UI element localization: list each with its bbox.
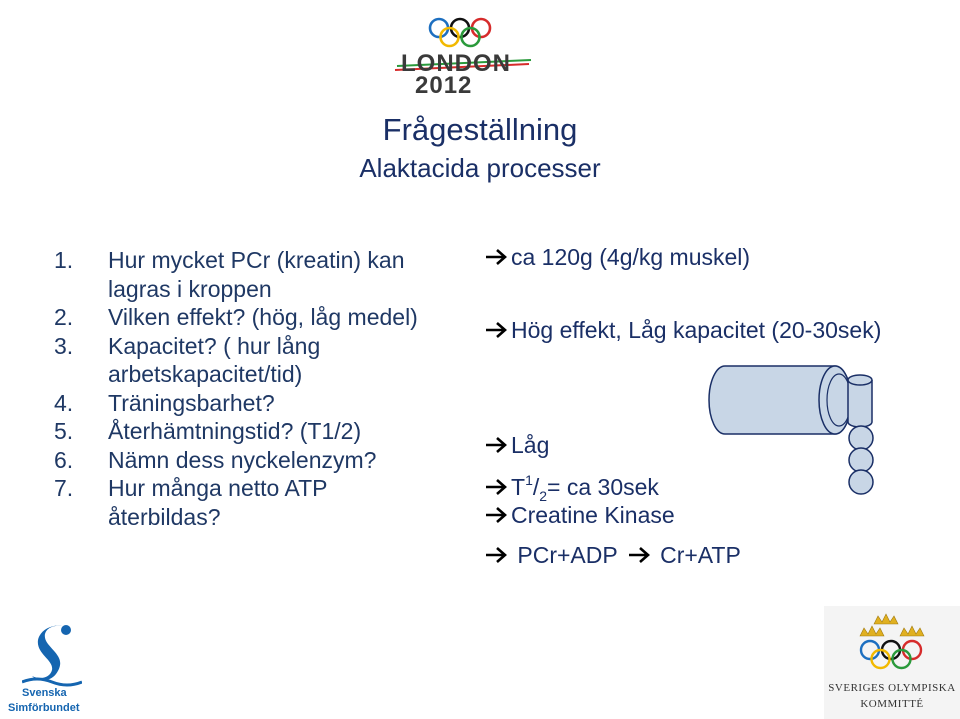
circle-shape <box>849 426 873 450</box>
answer-3 <box>485 432 549 459</box>
page-title: Frågeställning <box>382 112 578 147</box>
list-item-number: 2. <box>54 304 74 330</box>
answer-6 <box>485 542 741 569</box>
list-item-number: 4. <box>54 389 74 416</box>
arrow-right-icon <box>485 247 509 267</box>
half-life-slash: / <box>532 474 540 500</box>
answer-2 <box>485 317 881 344</box>
list-item-text: Nämn dess nyckelenzym? <box>108 446 377 473</box>
list-item <box>54 246 434 303</box>
list-item-text: Hur många netto ATP återbildas? <box>108 475 328 530</box>
answer-4-text: = ca 30sek <box>547 474 659 500</box>
answer-4 <box>485 472 659 504</box>
arrow-right-icon <box>485 435 509 455</box>
list-item-number: 5. <box>54 418 74 444</box>
arrow-right-icon <box>628 545 652 565</box>
list-item <box>54 332 434 389</box>
crowns-rings-icon <box>824 606 960 676</box>
arrow-right-icon <box>485 477 509 497</box>
list-item-number: 6. <box>54 446 74 473</box>
circle-shape <box>849 470 873 494</box>
circle-shape <box>849 448 873 472</box>
soc-line1: SVERIGES OLYMPISKA <box>828 682 956 694</box>
small-cylinder-shape <box>848 375 872 427</box>
slide-title-block <box>300 110 660 186</box>
reaction-products: Cr+ATP <box>660 542 741 568</box>
page-subtitle: Alaktacida processer <box>359 153 601 183</box>
soc-line2: KOMMITTÉ <box>860 698 924 710</box>
reaction-reactants: PCr+ADP <box>517 542 618 568</box>
list-item-number: 1. <box>54 247 74 273</box>
list-item <box>54 303 434 332</box>
list-item-text: Kapacitet? ( hur lång arbetskapacitet/tid) <box>108 332 321 387</box>
simforbundet-line1: Svenska <box>22 687 67 699</box>
half-life-symbol: T <box>511 474 526 500</box>
list-item-text: Återhämtningstid? (T1/2) <box>108 418 362 444</box>
half-life-denominator: 2 <box>539 488 548 504</box>
list-item <box>54 446 434 475</box>
answer-1 <box>485 244 750 271</box>
simforbundet-logo <box>8 620 118 718</box>
answer-3-text: Låg <box>511 432 550 458</box>
year-wordmark: 2012 <box>415 72 473 99</box>
london-2012-logo <box>393 14 533 98</box>
capacity-diagram <box>705 360 885 500</box>
question-list <box>54 246 434 531</box>
list-item <box>54 389 434 418</box>
answer-5-text: Creatine Kinase <box>511 502 675 528</box>
arrow-right-icon <box>485 505 509 525</box>
list-item-number: 3. <box>54 332 74 359</box>
simforbundet-line2: Simförbundet <box>8 702 80 714</box>
list-item-text: Träningsbarhet? <box>108 389 275 416</box>
answer-1-text: ca 120g (4g/kg muskel) <box>511 244 751 270</box>
arrow-right-icon <box>485 320 509 340</box>
answer-2-text: Hög effekt, Låg kapacitet (20-30sek) <box>511 317 882 343</box>
list-item-text: Hur mycket PCr (kreatin) kan lagras i kroppen <box>108 247 405 302</box>
arrow-right-icon <box>485 545 509 565</box>
swimmer-s-icon <box>22 620 82 690</box>
list-item <box>54 474 434 531</box>
london-wordmark: LONDON <box>401 50 511 77</box>
large-cylinder-shape <box>709 366 851 434</box>
list-item-text: Vilken effekt? (hög, låg medel) <box>108 304 418 330</box>
list-item-number: 7. <box>54 475 74 501</box>
half-life-numerator: 1 <box>525 472 533 488</box>
soc-logo <box>824 606 960 719</box>
list-item <box>54 417 434 446</box>
answer-5 <box>485 502 675 529</box>
